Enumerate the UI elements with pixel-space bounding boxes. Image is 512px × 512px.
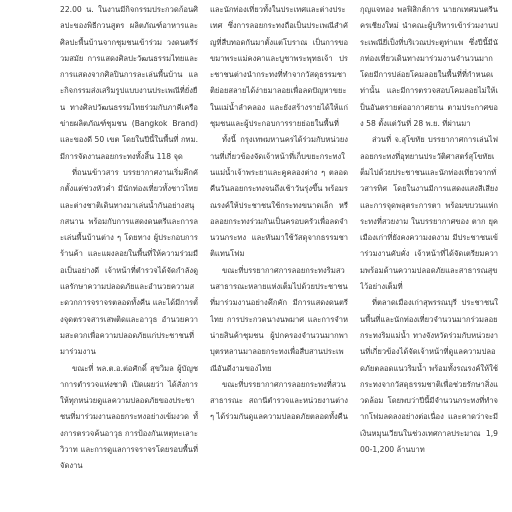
text-column-1 — [60, 2, 198, 512]
paragraph: ที่ถนนข้าวสาร บรรยากาศงานเริ่มคึกคักตั้งแต่ช่วงหัวค่ำ มีนักท่องเที่ยวทั้งชาวไทยและต่างชาติเดินทางมาเล่นน้ำกันอย่างสนุกสนาน พร้อมกับการแสดงดนตรีและการละเล่นพื้นบ้านต่าง ๆ โดยทาง ผู้ประกอบการ ร้านค้า และแผงลอยในพื้นที่ให้ความร่วมมือเป็นอย่างดี เจ้าหน้าที่ตำรวจได้จัดกำลังดูแลรักษาความปลอดภัยและอำนวยความสะดวกการจราจรตลอดทั้งคืน และได้มีการตั้งจุดตรวจสารเสพติดและอาวุธ อำนวยความสะดวกเพื่อความปลอดภัยแก่ประชาชนที่มาร่วมงาน — [60, 167, 198, 357]
paragraph: ขณะที่บรรยากาศการลอยกระทงที่สวนสาธารณะ สถานีตำรวจและหน่วยงานต่าง ๆ ได้ร่วมกันดูแลความปลอดภัยตลอดทั้งคืน — [210, 379, 348, 422]
text-column-3 — [360, 2, 498, 512]
paragraph: ขณะที่บรรยากาศการลอยกระทงริมสวนสาธารณะหลายแห่งเต็มไปด้วยประชาชนที่มาร่วมงานอย่างคึกคัก มีการแสดงดนตรีไทย การประกวดนางนพมาศ และการจำหน่ายสินค้าชุมชน ผู้ปกครองจำนวนมากพาบุตรหลานมาลอยกระทงเพื่อสืบสานประเพณีอันดีงามของไทย — [210, 265, 348, 373]
paragraph: ส่วนที่ จ.สุโขทัย บรรยากาศการเล่นไฟลอยกระทงที่อุทยานประวัติศาสตร์สุโขทัยเต็มไปด้วยประชาชนและนักท่องเที่ยวจากทั่วสารทิศ โดยในงานมีการแสดงแสงสีเสียงและการจุดพลุตระการตา พร้อมขบวนแห่กระทงที่สวยงาม ในบรรยากาศของ ตาก ยุคเมืองเก่าที่ยังคงความงดงาม มีประชาชนเข้าร่วมงานคับคั่ง เจ้าหน้าที่ได้จัดเตรียมความพร้อมด้านความปลอดภัยและสาธารณสุขไว้อย่างเต็มที่ — [360, 135, 498, 292]
paragraph: ขณะที่ พล.ต.อ.ต่อศักดิ์ สุขวิมล ผู้บัญชาการตำรวจแห่งชาติ เปิดเผยว่า ได้สั่งการให้ทุกหน่วยดูแลความปลอดภัยของประชาชนที่มาร่วมงานลอยกระทงอย่างเข้มงวด ทั้งการตรวจค้นอาวุธ การป้องกันเหตุทะเลาะวิวาท และการดูแลการจราจรโดยรอบพื้นที่จัดงาน — [60, 363, 198, 471]
paragraph: 22.00 น. ในงานมีกิจกรรมประกวดก้อนศิลปะของพิธีกวนสูตร ผลิตภัณฑ์อาหารและศิลปะพื้นบ้านจากชุมชนเข้าร่วม วงดนตรีร่วมสมัย การแสดงศิลปะวัฒนธรรมไทยและการแสดงจากศิลปินการละเล่นพื้นบ้าน และกิจกรรมส่งเสริมรูปแบบงานประเพณีที่ยั่งยืน ทางศิลปวัฒนธรรมไทยร่วมกับภาคีเครือข่ายผลิตภัณฑ์ชุมชน (Bangkok Brand) และของดี 50 เขต โดยในปีนี้ในพื้นที่ กทม. มีการจัดงานลอยกระทงทั้งสิ้น 118 จุด — [60, 5, 198, 161]
text-column-2 — [210, 2, 348, 512]
paragraph: ที่ตลาดเมืองเก่าสุพรรณบุรี ประชาชนในพื้นที่และนักท่องเที่ยวจำนวนมากร่วมลอยกระทงริมแม่น้ำ ทางจังหวัดร่วมกับหน่วยงานที่เกี่ยวข้องได้จัดเจ้าหน้าที่ดูแลความปลอดภัยตลอดแนวริมน้ำ พร้อมทั้งรณรงค์ให้ใช้กระทงจากวัสดุธรรมชาติเพื่อช่วยรักษาสิ่งแวดล้อม โดยพบว่าปีนี้มีจำนวนกระทงที่ทำจากโฟมลดลงอย่างต่อเนื่อง และคาดว่าจะมีเงินหมุนเวียนในช่วงเทศกาลประมาณ 1,900-1,200 ล้านบาท — [360, 298, 498, 455]
paragraph: กุญแจทอง พลฟิสิกส์การ นายกเทศมนตรีนครเชียงใหม่ นำคณะผู้บริหารเข้าร่วมงานประเพณียี่เป็งที่บริเวณประตูท่าแพ ซึ่งปีนี้มีนักท่องเที่ยวเดินทางมาร่วมงานจำนวนมาก โดยมีการปล่อยโคมลอยในพื้นที่ที่กำหนดเท่านั้น และมีการตรวจสอบโคมลอยไม่ให้เป็นอันตรายต่ออากาศยาน ตามประกาศของ 58 ตั้งแต่วันที่ 28 พ.ย. ที่ผ่านมา — [360, 5, 498, 129]
paragraph: ทั้งนี้ กรุงเทพมหานครได้ร่วมกับหน่วยงานที่เกี่ยวข้องจัดเจ้าหน้าที่เก็บขยะกระทงในแม่น้ำเจ้าพระยาและคูคลองต่าง ๆ ตลอดคืนวันลอยกระทงจนถึงเช้าวันรุ่งขึ้น พร้อมรณรงค์ให้ประชาชนใช้กระทงขนาดเล็ก หรือลอยกระทงร่วมกันเป็นครอบครัวเพื่อลดจำนวนกระทง และหันมาใช้วัสดุจากธรรมชาติแทนโฟม — [210, 135, 348, 259]
paragraph: และนักท่องเที่ยวทั้งในประเทศและต่างประเทศ ซึ่งการลอยกระทงถือเป็นประเพณีสำคัญที่สืบทอดกันมาตั้งแต่โบราณ เป็นการขอขมาพระแม่คงคาและบูชาพระพุทธเจ้า ประชาชนต่างนำกระทงที่ทำจากวัสดุธรรมชาติย่อยสลายได้ง่ายมาลอยเพื่อลดปัญหาขยะในแม่น้ำลำคลอง และยังสร้างรายได้ให้แก่ชุมชนและผู้ประกอบการรายย่อยในพื้นที่ — [210, 5, 348, 129]
